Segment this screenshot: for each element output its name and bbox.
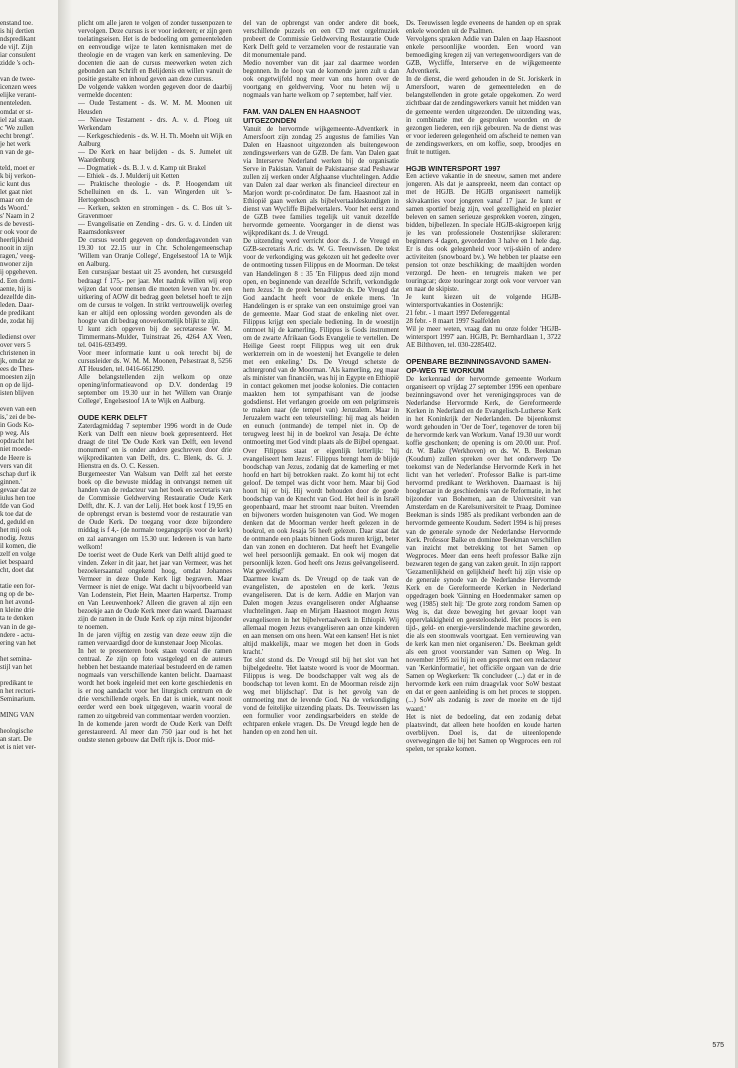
article-paragraph: De volgende vakken worden gegeven door de daarbij vermelde docenten:: [78, 84, 232, 100]
strip-line: [0, 326, 58, 334]
article-paragraph: — Kerken, sekten en stromingen - ds. C. Bos uit 's-Gravenmoer: [78, 205, 232, 221]
strip-line: vers van dit: [0, 462, 33, 470]
article-paragraph: — De Kerk en haar belijden - ds. S. Jumelet uit Waardenburg: [78, 148, 232, 164]
strip-line: fde van God: [0, 502, 35, 510]
strip-line: c 'We zullen: [0, 124, 34, 132]
strip-line: ij opgeheven.: [0, 269, 38, 277]
article-paragraph: Je kunt kiezen uit de volgende HGJB-wintersportvakanties in Oostenrijk:: [406, 294, 561, 310]
strip-line: de Heere is: [0, 454, 31, 462]
strip-line: ees de Thes-: [0, 366, 35, 374]
strip-line: jk, omdat ze: [0, 357, 34, 365]
article-heading: HGJB WINTERSPORT 1997: [406, 163, 501, 173]
article-paragraph: Vervolgens spraken Addie van Dalen en Jaap Haasnoot enkele persoonlijke woorden. Een woord van bemoediging kregen zij van vertegenwoordigers van de GZB, Wycliffe, Interserve en de wijkgemeente Adventkerk.: [406, 36, 561, 76]
column-3: [406, 20, 561, 1030]
article-paragraph: Wil je meer weten, vraag dan nu onze folder 'HGJB-wintersport 1997' aan. HGJB, Pr. Bernhardlaan 1, 3722 AE Bilthoven, tel. 030-2285402.: [406, 326, 561, 350]
strip-line: is,' zei de be-: [0, 414, 37, 422]
strip-line: maar om de: [0, 197, 33, 205]
strip-line: enstand toe.: [0, 20, 33, 27]
strip-line: nodig. Jezus: [0, 535, 35, 542]
strip-line: an start. De: [0, 736, 32, 744]
strip-line: ta te denken: [0, 615, 34, 623]
strip-line: de, zodat hij: [0, 317, 34, 325]
previous-page-strip: [0, 20, 58, 1030]
strip-line: nwoner zijn: [0, 261, 33, 269]
strip-line: opdracht het: [0, 438, 35, 446]
article-paragraph: — Dogmatiek - ds. B. J. v. d. Kamp uit Brakel: [78, 164, 206, 172]
strip-line: tatie een for-: [0, 583, 36, 591]
article-heading: OPENBARE BEZINNINGSAVOND SAMEN-OP-WEG TE WORKUM: [406, 357, 552, 376]
strip-line: elijke verant-: [0, 92, 37, 100]
strip-line: iulus hen toe: [0, 494, 36, 502]
article-paragraph: In het te presenteren boek staan vooral die ramen centraal. Ze zijn op foto vastgelegd en de auteurs hebben het bestaande materiaal bestudeerd en de ramen nogmaals van verschillende kanten belicht. Daarnaast wordt het boek ingeleid met een korte geschiedenis en is er nog aandacht voor het liturgisch centrum en de drie verschillende orgels. En dat is uniek, want nooit eerder werd een boek uitgegeven, waarin vooral de ramen zo uitgebreid van commentaar werden voorzien.: [78, 648, 232, 720]
article-paragraph: 28 febr. - 8 maart 1997 Saalfelden: [406, 318, 500, 326]
article-paragraph: Een cursusjaar bestaat uit 25 avonden, het cursusgeld bedraagt f 175,- per jaar. Met nadruk willen wij erop wijzen dat voor mensen die moeten leven van bv. een uitkering of AOW dit bedrag geen beletsel hoeft te zijn om de cursus te volgen. In strikt vertrouwelijk overleg kan er altijd een oplossing worden gevonden als de hoogte van dit bedrag onoverkomelijk blijkt te zijn.: [78, 269, 232, 325]
article-paragraph: Zaterdagmiddag 7 september 1996 wordt in de Oude Kerk van Delft een nieuw boek gepresenteerd. Het draagt de titel 'De Oude Kerk van Delft, een levend monument' en is onder andere geschreven door drie wijkpredikanten van Delft, drs. C. Blenk, ds. G. J. Hienstra en ds. O. C. Kessen.: [78, 422, 232, 471]
strip-line: [0, 398, 58, 406]
strip-line: n kleine drie: [0, 607, 35, 615]
strip-line: cht, doet dat: [0, 567, 34, 575]
strip-line: gevaar dat ze: [0, 486, 37, 494]
strip-line: n het avond-: [0, 599, 35, 607]
strip-line: van de twee-: [0, 76, 36, 84]
strip-line: nooit in zijn: [0, 245, 34, 253]
article-paragraph: In de komende jaren wordt de Oude Kerk van Delft gerestaureerd. Al meer dan 750 jaar oud is het het oudste stenen gebouw dat Delft rijk is. Door mid-: [78, 720, 232, 744]
article-paragraph: Het is niet de bedoeling, dat een zodanig debat plaatsvindt, dat alleen hete hoofden en koude harten overblijven. Doel is, dat de uiteenlopende overwegingen die bij het Samen op Wegproces een rol spelen, ter sprake komen.: [406, 713, 561, 753]
strip-line: [0, 648, 58, 656]
strip-line: de predikant: [0, 309, 35, 317]
article-paragraph: Daarmee kwam ds. De Vreugd op de taak van de evangelisten, de apostelen en de kerk. 'Jezus evangeliseren. Dat is de kern. Addie en Marjon van Dalen mogen Jezus evangeliseren onder Afghaanse vluchtelingen. Jaap en Mirjam Haasnoot mogen Jezus evangeliseren in het bijbelvertaalwerk in Ethiopië. Wij allemaal mogen Jezus evangeliseren aan onze kinderen en aan mensen om ons heen. Wat een kansen! Het is niet altijd makkelijk, maar we mogen het doen in Gods kracht.': [243, 576, 399, 656]
article-heading: OUDE KERK DELFT: [78, 413, 148, 423]
strip-line: il komen, die: [0, 543, 37, 551]
strip-line: is hij dertien: [0, 28, 35, 36]
article-paragraph: — Praktische theologie - ds. P. Hoogendam uit Schelluinen en ds. L. van Wingerden uit 's-Hertogenbosch: [78, 180, 232, 205]
strip-line: ndere - actu-: [0, 631, 35, 639]
strip-line: ng op de be-: [0, 591, 35, 599]
article-paragraph: Alle belangstellenden zijn welkom op onze opening/informatieavond op D.V. donderdag 19 september om 19.30 uur in het 'Willem van Oranje College', Engelsestoof 1A te Wijk en Aalburg.: [78, 374, 232, 406]
strip-line: [0, 704, 58, 712]
article-paragraph: — Evangelisatie en Zending - drs. G. v. d. Linden uit Raamsdonksveer: [78, 221, 232, 237]
strip-line: p weg. Als: [0, 430, 30, 438]
page-fold-shadow: [58, 0, 72, 1068]
article-paragraph: Ds. Teeuwissen legde eveneens de handen op en sprak enkele woorden uit de Psalmen.: [406, 20, 561, 36]
strip-line: isten blijven: [0, 390, 34, 398]
article-heading: FAM. VAN DALEN EN HAASNOOT UITGEZONDEN: [243, 107, 361, 126]
strip-line: Seminarium.: [0, 695, 36, 703]
strip-line: de vijf. Zijn: [0, 44, 33, 52]
strip-line: het mij ook: [0, 526, 32, 534]
strip-line: [0, 157, 58, 165]
strip-line: ic kunt dus: [0, 180, 31, 188]
strip-line: let gaat niet: [0, 188, 33, 196]
strip-line: k toe dat de: [0, 510, 32, 518]
strip-line: moesten zijn: [0, 374, 36, 382]
strip-line: MING VAN: [0, 712, 35, 720]
column-2: [243, 20, 399, 1030]
article-paragraph: Medio november van dit jaar zal daarmee worden begonnen. In de loop van de komende jaren zult u dan ook ongetwijfeld nog meer van ons horen over de voortgang en geldwerving. Voor nu heten wij u nogmaals van harte welkom op 7 september, half vier.: [243, 60, 399, 100]
article-paragraph: Tot slot stond ds. De Vreugd stil bij het slot van het bijbelgedeelte. 'Het laatste woord is voor de Moorman. Filippus is weg. De boodschapper valt weg als de boodschap tot leven komt. En de Moorman reisde zijn weg met blijdschap'. Dat is het gevolg van de ontmoeting met de levende God. Na de verkondiging vond de feitelijke uitzending plaats. Ds. Teeuwissen las een formulier voor zendingsarbeiders en stelde de echtparen enkele vragen. Ds. De Vreugd legde hen de handen op en zond hen uit.: [243, 656, 399, 737]
article-paragraph: De toerist weet de Oude Kerk van Delft altijd goed te vinden. Zeker in dit jaar, het jaar van Vermeer, was het bezoekersaantal ongekend hoog, omdat Johannes Vermeer in deze Oude Kerk ligt begraven. Maar Vermeer is niet de enige. Wat dacht u bijvoorbeeld van Van Lodenstein, Piet Hein, Maarten Harpertsz. Tromp en Van Leeuwenhoek? Alleen die graven al zijn een bezoekje aan de Oude Kerk meer dan waard. Daarnaast zijn de ramen in de Oude Kerk op zijn minst bijzonder te noemen.: [78, 551, 232, 632]
article-paragraph: — Kerkgeschiedenis - ds. W. H. Th. Moehn uit Wijk en Aalburg: [78, 132, 232, 148]
article-paragraph: 21 febr. - 1 maart 1997 Defereggental: [406, 310, 510, 318]
strip-line: nenteleden.: [0, 100, 32, 108]
strip-line: r ook voor de: [0, 229, 37, 237]
strip-line: ginnen.': [0, 478, 22, 486]
strip-line: [0, 672, 58, 680]
strip-line: [0, 68, 58, 76]
article-paragraph: Burgemeester Van Walsum van Delft zal het eerste boek op die bewuste middag in ontvangst nemen uit handen van de redacteur van het boek en secretaris van de Commissie Geldwerving Restauratie Oude Kerk Delft, dhr. K. J. van der Lelij. Het boek kost f 19,95 en de opbrengst ervan is bestemd voor de restauratie van de Oude Kerk. De toegang voor deze bijzondere middag is f 4,- (de normale toegangsprijs voor de kerk) en zal aanvangen om 15.30 uur. Iedereen is van harte welkom!: [78, 471, 232, 551]
strip-line: zelf en volge: [0, 551, 36, 559]
article-paragraph: De cursus wordt gegeven op donderdagavonden van 19.30 tot 22.15 uur in Chr. Scholengemeenschap 'Willem van Oranje College', Engelsestoof 1A te Wijk en Aalburg.: [78, 237, 232, 269]
strip-line: zidde 's och-: [0, 60, 35, 68]
strip-line: d. Een domi-: [0, 277, 36, 285]
strip-line: omdat er st-: [0, 108, 33, 116]
strip-line: echt brengt'.: [0, 132, 34, 140]
strip-line: ds Woord.': [0, 205, 30, 213]
strip-line: n het rectori-: [0, 687, 36, 695]
strip-line: heologische: [0, 728, 33, 736]
strip-line: leden. Daar-: [0, 301, 34, 309]
article-paragraph: In de dienst, die werd gehouden in de St. Joriskerk in Amersfoort, waren de gemeenteleden en de belangstellenden in grote getale opgekomen. Zo werd zichtbaar dat de zendingswerkers vanuit het midden van de gemeente werden uitgezonden. De uitzending was, in combinatie met de gesproken woorden en de gezongen liederen, een rijk gebeuren. Na de dienst was er voor iedereen gelegenheid om afscheid te nemen van de zendingswerkers, en om koffie, soep, broodjes en fruit te nuttigen.: [406, 76, 561, 156]
article-paragraph: — Oude Testament - ds. W. M. M. Moonen uit Heusden: [78, 100, 232, 116]
strip-line: je het werk: [0, 140, 31, 148]
strip-line: iel zal staan.: [0, 116, 35, 124]
strip-line: [0, 575, 58, 583]
strip-line: et is niet ver-: [0, 744, 37, 752]
strip-line: k bij verkon-: [0, 172, 36, 180]
article-paragraph: De uitzending werd verricht door ds. J. de Vreugd en GZB-secretaris A.ric. ds. W. G. Teeuwissen. De tekst voor de verkondiging was gekozen uit het gedeelte over de ontmoeting tussen Filippus en de Moorman. De tekst van Handelingen 8 : 35 'En Filippus deed zijn mond open, en beginnende van dezelfde Schrift, verkondigde hem Jezus.' In de preek benadrukte ds. De Vreugd dat God aandacht heeft voor de enkele mens. 'In Handelingen is er sprake van een onstuimige groei van de gemeente. Maar God staat de enkeling niet over. Filippus krijgt een speciale bediening. In de woestijn ontmoet hij de kamerling. Filippus is Gods instrument om de zwarte Afrikaan Gods Evangelie te vertellen. De Heilige Geest roept Filippus weg uit een druk werkterrein om in de woestenij het Evangelie te delen met een enkeling.' Ds. De Vreugd schetste de achtergrond van de Moorman. 'Als kamerling, zeg maar als minister van financiën, was hij in Egypte en Ethiopië in contact gekomen met joodse kolonies. Die contacten maakten hem tot sympathisant van de joodse godsdienst. Het verlangen groeide om een pelgrimsreis te maken naar (de tempel van) Jeruzalem. Maar in Jeruzalem wacht een teleurstelling: hij mag als heiden en eunuch (ontmande) de tempel niet in. Op de terugweg leest hij in de boekrol van Jesaja. De échte ontmoeting met God vindt plaats als de Bijbel opengaat. Over Filippus staat er eigenlijk letterlijk: 'hij evangeliseert hem Jezus'. Filippus brengt hem de blijde boodschap van Jezus, zodanig dat de kamerling er met hoofd en hart bij betrokken raakt. Zo komt hij tot echt geloof. De tempel was dicht voor hem. Maar bij God hoort hij er bij. Hij wordt behouden door de goede boodschap van de Knecht van God. Het heil is in Israël geopenbaard, maar het stroomt naar buiten. Vreemden en bijwoners worden huisgenoten van God. We mogen denken dat de Moorman verder heeft gelezen in de boekrol, en ook Jesaja 56 heeft gelezen. Daar staat dat de ontmande een plaats binnen Gods muren krijgt, beter dan van zonen en dochteren. Dat heeft het Evangelie wel heel persoonlijk gemaakt. En ook wij mogen dat persoonlijk lezen. God heeft ons Jezus geëvangeliseerd. Wat geweldig!': [243, 238, 399, 576]
strip-line: ledienst over: [0, 333, 36, 341]
strip-line: heerlijkheid: [0, 237, 33, 245]
strip-line: icenzen wees: [0, 84, 37, 92]
strip-line: het semina-: [0, 655, 32, 663]
strip-line: even van een: [0, 406, 36, 414]
strip-line: christenen in: [0, 349, 36, 357]
strip-line: iar consulent: [0, 52, 36, 60]
strip-line: van in de ge-: [0, 623, 36, 631]
article-paragraph: De kerkenraad der hervormde gemeente Workum organiseert op vrijdag 27 september 1996 een openbare bezinningsavond over het verenigingsproces van de Nederlandse Hervormde Kerk, de Gereformeerde Kerken in Nederland en de Evangelisch-Lutherse Kerk in het Koninkrijk der Nederlanden. De bijeenkomst wordt gehouden in 'Oer de Toer', tegenover de toren bij de hervormde kerk van Workum. Vanaf 19.30 uur wordt koffie geschonken; de opening is om 20.00 uur. Prof. dr. W. Balke (Werkhoven) en ds. W. B. Beekman (Koudum) zullen spreken over het onderwerp 'De toekomst van de Nederlandse Hervormde Kerk in het licht van het verleden'. Professor Balke is part-time hervormd predikant te Werkhoven. Daarnaast is hij hoogleraar in de geschiedenis van de Reformatie, in het bijzonder van Bohemen, aan de Universiteit van Amsterdam en de Karelsuniversiteit te Praag. Dominee Beekman is sinds 1985 als predikant verbonden aan de hervormde gemeente Koudum. Sedert 1994 is hij preses van de generale synode der Nederlandse Hervormde Kerk. Professor Balke en dominee Beekman verschillen van inzicht met betrekking tot het Samen op Wegproces. Meer dan eens heeft professor Balke zijn bezwaren tegen de gang van zaken geuit. In zijn rapport 'Gezamenlijkheid en gelijkheid' heeft hij zijn visie op de generale synode van de Nederlandse Hervormde Kerk en de Gereformeerde Kerken in Nederland opgedragen boek 'Ginning en Hoedenmaker samen op weg (1985) stelt hij: 'De grote zorg rondom Samen op Weg is, dat deze beweging het gevaar loopt van oppervlakkigheid en geesteloosheid. Het proces is een tijd-, geld- en energie-verslindende machine geworden, die als een stoomwals voortgaat. Een vernieuwing van de kerk kan men niet organiseren.' Ds. Beekman geldt als een groot voorstander van Samen op Weg. In november 1995 zei hij in een gesprek met een redacteur van 'Kerkinformatie', het officiële orgaan van de drie Samen op Wegkerken: 'Ik concludeer (...) dat er in de hervormde kerk een ruim draagvlak voor SoW bestaat en dat er geen aanleiding is om het proces te stoppen. (...) SoW als zodanig is zeer de moeite en de tijd waard.': [406, 375, 561, 713]
strip-line: dezelfde din-: [0, 293, 37, 301]
strip-line: ering van het: [0, 639, 36, 647]
strip-line: d, geduld en: [0, 518, 34, 526]
article-paragraph: — Nieuwe Testament - drs. A. v. d. Ploeg uit Werkendam: [78, 116, 232, 132]
strip-line: aente, hij is: [0, 285, 32, 293]
strip-line: niet moede-: [0, 446, 33, 454]
strip-line: in Gods Ko-: [0, 422, 35, 430]
strip-line: stijl van het: [0, 663, 33, 671]
page-number: 575: [712, 1042, 724, 1049]
strip-line: over vers 5: [0, 341, 31, 349]
article-paragraph: Vanuit de hervormde wijkgemeente-Adventkerk in Amersfoort zijn zondag 25 augustus de families Van Dalen en Haasnoot uitgezonden als buitengewoon zendingswerkers van de GZB. De fam. Van Dalen gaat via Interserve Nederland werken bij de organisatie Serve in Pakistan. Vanuit de Pakistaanse stad Peshawar zullen zij werken onder Afghaanse vluchtelingen. Addie van Dalen zal daar werken als financieel directeur en Marjon wordt pr-coördinator. De fam. Haasnoot zal in Ethiopië gaan werken als bijbelvertaaldeskundigen in dienst van Wycliffe Bijbelvertalers. Voor het eerst zond de GZB twee families tegelijk uit vanuit dezelfde hervormde gemeente. Voorganger in de dienst was wijkpredikant ds. J. de Vreugd.: [243, 125, 399, 238]
strip-line: iet bespaard: [0, 559, 34, 567]
article-paragraph: Voor meer informatie kunt u ook terecht bij de cursusleider ds. W. M. M. Moonen, Pelsestraat 8, 5256 AT Heusden, tel. 0416-661290.: [78, 349, 232, 374]
article-paragraph: Een actieve vakantie in de sneeuw, samen met andere jongeren. Als dat je aanspreekt, neem dan contact op met de HGJB. De HGJB organiseert namelijk skivakanties voor jongeren vanaf 17 jaar. Je kunt er samen sportief bezig zijn, veel gezelligheid en plezier beleven en samen serieuze gesprekken voeren, zingen, bidden, bijbellezen. In speciale HGJB-skigroepen krijg je les van professionele Oostenrijkse skileraren: beginners 4 dagen, gevorderden 3 halve en 1 hele dag. Er is dus ook gelegenheid voor vrij-skiën of andere activiteiten (snowboard bv.). We hebben ter plaatse een pension tot onze beschikking; de maaltijden worden verzorgd. De heen- en terugreis maken we per touringcar; deze touringcar zorgt ook voor vervoer van en naar de skipiste.: [406, 173, 561, 294]
article-paragraph: In de jaren vijftig en zestig van deze eeuw zijn die ramen vervaardigd door de kunstenaar Joep Nicolas.: [78, 632, 232, 648]
strip-line: teld, moet er: [0, 164, 35, 172]
article-paragraph: U kunt zich opgeven bij de secretaresse W. M. Timmermans-Mulder, Tuinstraat 26, 4264 AX Veen, tel. 0416-693499.: [78, 325, 232, 349]
strip-line: schap durf ik: [0, 470, 36, 478]
strip-line: s' Naam in 2: [0, 213, 35, 221]
strip-line: s de bevesti-: [0, 221, 35, 229]
column-1: [78, 20, 232, 1030]
strip-line: n op de lijd-: [0, 382, 34, 390]
article-paragraph: — Ethiek - ds. J. Mulderij uit Ketten: [78, 172, 180, 180]
strip-line: n van de ge-: [0, 148, 34, 156]
article-paragraph: plicht om alle jaren te volgen of zonder tussenpozen te vervolgen. Deze cursus is er voor iedereen; er zijn geen toelatingseisen. Het is de bedoeling om gemeenteleden en eenvoudige wijze te laten kennismaken met de theologie en de vragen van kerk en samenleving. De docenten die aan de cursus meewerken weten zich gebonden aan Schrift en Belijdenis en willen vanuit de positie gestalte en inhoud geven aan deze cursus.: [78, 20, 232, 84]
article-paragraph: del van de opbrengst van onder andere dit boek, verschillende puzzels en een CD met orgelmuziek probeert de Commissie Geldwerving Restauratie Oude Kerk Delft geld te verzamelen voor de restauratie van dit monumentale pand.: [243, 20, 399, 60]
strip-line: ragen,' veeg-: [0, 253, 36, 261]
strip-line: [0, 720, 58, 728]
strip-line: predikant te: [0, 679, 33, 687]
strip-line: ndspredikant: [0, 36, 36, 44]
